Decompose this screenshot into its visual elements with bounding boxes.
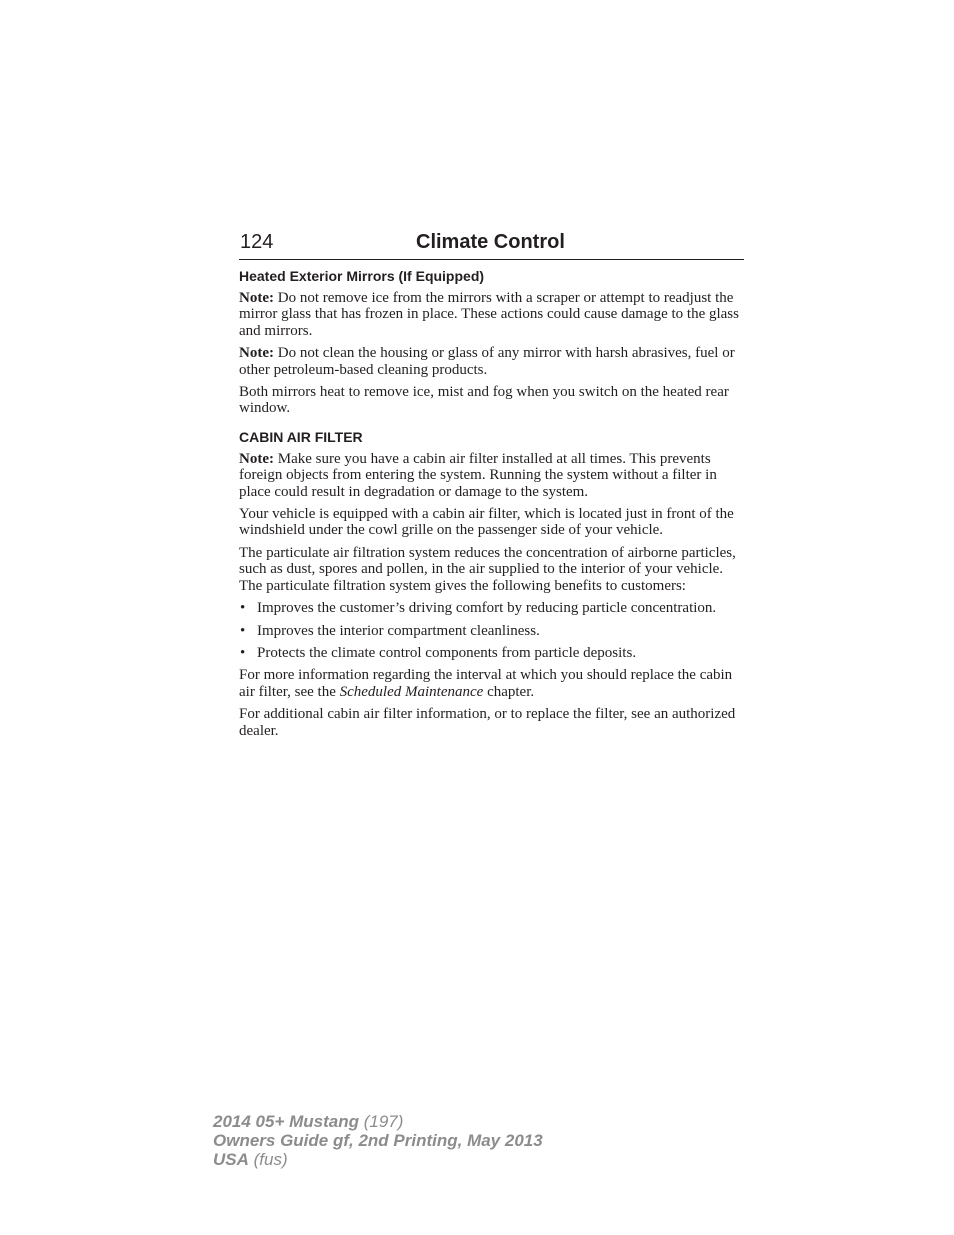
note-label: Note: bbox=[239, 345, 274, 362]
note-text: Do not remove ice from the mirrors with a scraper or attempt to readjust the mirror glass that has frozen in place. These actions could cause damage to the glass and mirrors. bbox=[239, 290, 739, 339]
page-number: 124 bbox=[240, 231, 274, 253]
bullet-icon: • bbox=[240, 622, 246, 639]
paragraph-filtration-system: The particulate air filtration system reduces the concentration of airborne particles, such as dust, spores and pollen, in the air supplied to the interior of your vehicle. The particulate filtration system gives the following benefits to customers: bbox=[239, 544, 736, 594]
list-item-text: Improves the interior compartment cleanliness. bbox=[257, 622, 540, 639]
paragraph-filter-location: Your vehicle is equipped with a cabin air filter, which is located just in front of the windshield under the cowl grille on the passenger side of your vehicle. bbox=[239, 506, 734, 539]
list-item bbox=[239, 623, 744, 639]
note-label: Note: bbox=[239, 290, 274, 306]
note-mirror-ice bbox=[239, 290, 744, 339]
list-item-text: Improves the customer’s driving comfort by reducing particle concentration. bbox=[257, 600, 717, 617]
note-mirror-cleaning bbox=[239, 345, 744, 378]
list-item-text: Protects the climate control components from particle deposits. bbox=[257, 644, 637, 661]
note-text: Make sure you have a cabin air filter installed at all times. This prevents foreign objects from entering the system. Running the system without a filter in place could result in degradation or damage to the system. bbox=[239, 450, 717, 500]
paragraph-dealer: For additional cabin air filter information, or to replace the filter, see an authorized dealer. bbox=[239, 706, 736, 739]
note-text: Do not clean the housing or glass of any mirror with harsh abrasives, fuel or other petroleum-based cleaning products. bbox=[239, 345, 735, 378]
chapter-title: Climate Control bbox=[416, 231, 565, 253]
page-content bbox=[239, 267, 744, 745]
footer-line-guide: Owners Guide gf, 2nd Printing, May 2013 bbox=[213, 1131, 543, 1150]
bullet-icon: • bbox=[240, 600, 246, 617]
chapter-reference: Scheduled Maintenance bbox=[339, 683, 484, 700]
paragraph-mirrors-heat: Both mirrors heat to remove ice, mist and fog when you switch on the heated rear window. bbox=[239, 384, 729, 417]
list-item bbox=[239, 645, 744, 661]
note-label: Note: bbox=[239, 450, 274, 467]
note-cabin-filter bbox=[239, 451, 744, 500]
list-item bbox=[239, 600, 744, 616]
page-header bbox=[239, 228, 744, 260]
section-heading-heated-mirrors: Heated Exterior Mirrors (If Equipped) bbox=[239, 268, 485, 284]
print-footer bbox=[213, 1112, 543, 1169]
section-heading-cabin-air-filter: CABIN AIR FILTER bbox=[239, 428, 363, 445]
paragraph-maintenance-reference: For more information regarding the interval at which you should replace the cabin air filter, see the Scheduled Maintenance chapter. bbox=[239, 667, 733, 700]
footer-line-model: 2014 05+ Mustang (197) bbox=[213, 1112, 404, 1131]
footer-line-market: USA (fus) bbox=[213, 1150, 288, 1169]
bullet-icon: • bbox=[240, 644, 246, 661]
benefits-list bbox=[239, 600, 744, 661]
